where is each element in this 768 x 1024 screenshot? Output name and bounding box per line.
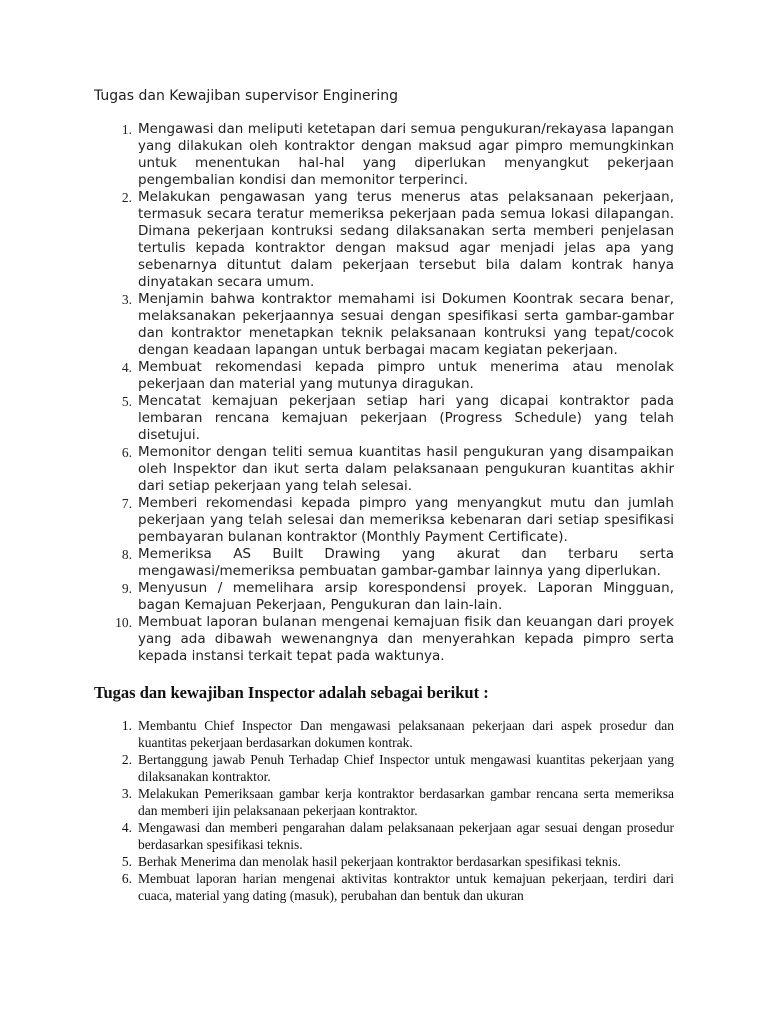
item-text: Menyusun / memelihara arsip korespondensi proyek. Laporan Mingguan, bagan Kemajuan Pekerjaan, Pengukuran dan lain-lain.: [138, 580, 674, 613]
item-number: 5.: [121, 394, 132, 409]
item-text: Mencatat kemajuan pekerjaan setiap hari yang dicapai kontraktor pada lembaran rencana kemajuan pekerjaan (Progress Schedule) yang telah disetujui.: [138, 393, 674, 443]
section-title-inspector: Tugas dan kewajiban Inspector adalah sebagai berikut :: [94, 683, 489, 702]
item-number: 2.: [121, 752, 132, 767]
list-item: [104, 359, 674, 393]
item-number: 5.: [121, 854, 132, 869]
item-text: Mengawasi dan meliputi ketetapan dari semua pengukuran/rekayasa lapangan yang dilakukan oleh kontraktor dengan maksud agar pimpro memungkinkan untuk menentukan hal-hal yang diperlukan menyangkut pekerjaan pengembalian kondisi dan memonitor terperinci.: [138, 121, 674, 188]
item-text: Memonitor dengan teliti semua kuantitas hasil pengukuran yang disampaikan oleh Inspektor dan ikut serta dalam pelaksanaan pengukuran kuantitas akhir dari setiap pekerjaan yang telah selesai.: [138, 444, 674, 494]
supervisor-duties-list: [104, 121, 674, 665]
item-text: Memberi rekomendasi kepada pimpro yang menyangkut mutu dan jumlah pekerjaan yang telah selesai dan memeriksa kebenaran dari setiap spesifikasi pembayaran bulanan kontraktor (Monthly Payment Certificate).: [138, 495, 674, 545]
list-item: [104, 870, 674, 904]
list-item: [104, 546, 674, 580]
list-item: [104, 444, 674, 495]
list-item: [104, 393, 674, 444]
item-number: 9.: [121, 581, 132, 596]
item-number: 4.: [121, 820, 132, 835]
item-text: Membuat rekomendasi kepada pimpro untuk menerima atau menolak pekerjaan dan material yang mutunya diragukan.: [138, 359, 674, 392]
item-text: Membuat laporan harian mengenai aktivitas kontraktor untuk kemajuan pekerjaan, terdiri dari cuaca, material yang dating (masuk), perubahan dan bentuk dan ukuran: [138, 871, 674, 903]
item-number: 1.: [121, 718, 132, 733]
item-text: Melakukan pengawasan yang terus menerus atas pelaksanaan pekerjaan, termasuk secara teratur memeriksa pekerjaan pada semua lokasi dilapangan. Dimana pekerjaan kontruksi sedang dilaksanakan serta memberi penjelasan tertulis kepada kontraktor dengan maksud agar menjadi jelas apa yang sebenarnya dituntut dalam pekerjaan tersebut bila dalam kontrak hanya dinyatakan secara umum.: [138, 189, 674, 290]
item-number: 10.: [115, 615, 132, 630]
item-number: 4.: [121, 360, 132, 375]
item-text: Bertanggung jawab Penuh Terhadap Chief Inspector untuk mengawasi kuantitas pekerjaan yang dilaksanakan kontraktor.: [138, 752, 674, 784]
list-item: [104, 819, 674, 853]
item-number: 7.: [121, 496, 132, 511]
list-item: [104, 717, 674, 751]
item-text: Memeriksa AS Built Drawing yang akurat dan terbaru serta mengawasi/memeriksa pembuatan gambar-gambar lainnya yang diperlukan.: [138, 546, 674, 579]
item-text: Berhak Menerima dan menolak hasil pekerjaan kontraktor berdasarkan spesifikasi teknis.: [138, 854, 621, 869]
item-number: 8.: [121, 547, 132, 562]
list-item: [104, 121, 674, 189]
list-item: [104, 614, 674, 665]
section-title-supervisor: Tugas dan Kewajiban supervisor Enginering: [94, 88, 399, 104]
list-item: [104, 189, 674, 291]
item-text: Melakukan Pemeriksaan gambar kerja kontraktor berdasarkan gambar rencana serta memeriksa dan memberi ijin pelaksanaan pekerjaan kontraktor.: [138, 786, 674, 818]
item-number: 6.: [121, 445, 132, 460]
list-item: [104, 785, 674, 819]
item-text: Menjamin bahwa kontraktor memahami isi Dokumen Koontrak secara benar, melaksanakan pekerjaannya sesuai dengan spesifikasi serta gambar-gambar dan kontraktor menetapkan teknik pelaksanaan kontruksi yang tepat/cocok dengan keadaan lapangan untuk berbagai macam kegiatan pekerjaan.: [138, 291, 674, 358]
inspector-duties-list: [104, 717, 674, 904]
list-item: [104, 291, 674, 359]
item-number: 3.: [121, 786, 132, 801]
list-item: [104, 580, 674, 614]
list-item: [104, 751, 674, 785]
item-text: Membuat laporan bulanan mengenai kemajuan fisik dan keuangan dari proyek yang ada dibawah wewenangnya dan menyerahkan kepada pimpro serta kepada instansi terkait tepat pada waktunya.: [138, 614, 674, 664]
item-number: 6.: [121, 871, 132, 886]
item-number: 3.: [121, 292, 132, 307]
item-text: Mengawasi dan memberi pengarahan dalam pelaksanaan pekerjaan agar sesuai dengan prosedur berdasarkan spesifikasi teknis.: [138, 820, 674, 852]
list-item: [104, 495, 674, 546]
list-item: [104, 853, 674, 870]
item-text: Membantu Chief Inspector Dan mengawasi pelaksanaan pekerjaan dari aspek prosedur dan kuantitas pekerjaan berdasarkan dokumen kontrak.: [138, 718, 674, 750]
item-number: 1.: [121, 122, 132, 137]
item-number: 2.: [121, 190, 132, 205]
